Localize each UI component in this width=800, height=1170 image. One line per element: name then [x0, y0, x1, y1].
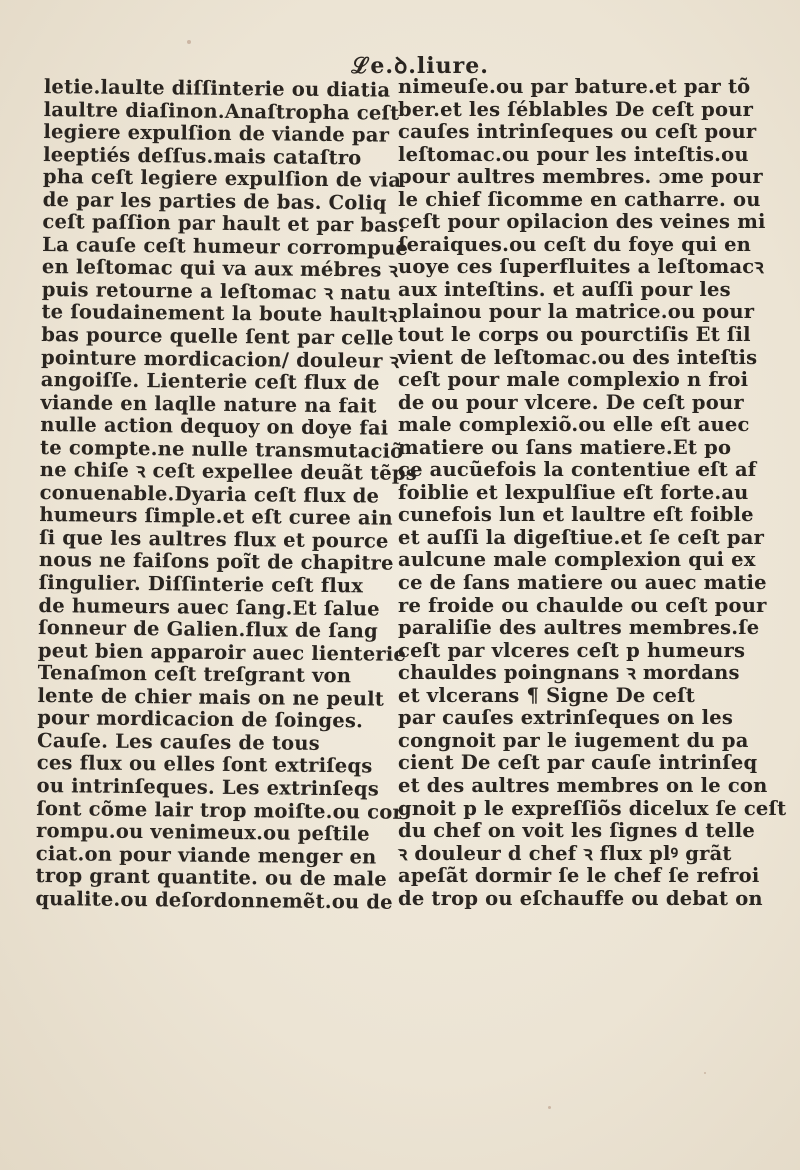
text-line: qualite.ou deſordonnemẽt.ou de: [35, 886, 393, 914]
text-line: de humeurs auec ſang.Et ſalue: [38, 593, 380, 621]
text-line: par cauſes extrinſeques on les: [398, 706, 734, 730]
left-text-column: [35, 75, 418, 914]
paper-speck: [704, 1072, 706, 1074]
text-line: cient De ceſt par cauſe intrinſeq: [398, 751, 758, 775]
text-line: ce de ſans matiere ou auec matie: [398, 571, 767, 595]
text-line: nimeuſe.ou par bature.et par tõ: [398, 75, 751, 98]
text-line: aulcune male complexion qui ex: [398, 548, 756, 572]
text-line: ne chiſe ꝛ ceſt expellee deuãt tẽps: [39, 458, 418, 486]
text-line: ſeraiques.ou ceſt du foye qui en: [398, 232, 752, 256]
text-line: congnoit par le iugement du pa: [398, 728, 749, 752]
text-line: La cauſe ceſt humeur corrompue: [42, 232, 409, 260]
text-line: chauldes poingnans ꝛ mordans: [398, 661, 740, 685]
text-line: bas pource quelle ſent par celle: [41, 323, 394, 350]
text-line: plainou pour la matrice.ou pour: [398, 300, 755, 324]
text-line: et auſſi la digeſtiue.et ſe ceſt par: [398, 525, 765, 549]
text-line: viande en laqlle nature na fait: [40, 390, 377, 418]
text-line: male complexiõ.ou elle eſt auec: [398, 413, 750, 437]
text-line: vient de leſtomac.ou des inteſtis: [398, 345, 758, 369]
text-line: ce aucũefois la contentiue eſt af: [398, 458, 757, 482]
text-line: en leſtomac qui va aux mébres ꝛ: [41, 255, 399, 283]
text-line: nous ne faiſons poĩt de chapitre: [38, 548, 394, 576]
text-line: pour mordicacion de ſoinges.: [37, 706, 364, 733]
text-line: rompu.ou venimeux.ou peſtile: [35, 819, 370, 846]
text-line: trop grant quantite. ou de male: [35, 864, 388, 891]
text-line: puis retourne a leſtomac ꝛ natu: [41, 277, 392, 305]
text-line: le chief ſicomme en catharre. ou: [398, 187, 761, 211]
text-line: matiere ou ſans matiere.Et po: [398, 435, 732, 459]
right-text-column: [398, 75, 787, 910]
text-line: ces flux ou elles ſont extriſeqs: [36, 751, 373, 778]
text-line: ceſt paſſion par hault et par bas.: [42, 210, 406, 238]
text-line: apeſãt dormir ſe le chef ſe refroi: [398, 864, 760, 888]
text-line: ſonneur de Galien.flux de ſang: [38, 616, 379, 643]
text-line: ſont cõme lair trop moiſte.ou cor: [36, 796, 404, 824]
text-line: te compte.ne nulle transmutaciõ: [39, 435, 404, 463]
text-line: de trop ou eſchauffe ou debat on: [398, 886, 763, 910]
text-line: pha ceſt legiere expulſion de via: [42, 165, 402, 192]
text-line: gnoit p le expreſſiõs dicelux ſe ceſt: [398, 796, 787, 820]
text-line: paraliſie des aultres membres.ſe: [398, 616, 760, 640]
text-line: leeptiés deſſus.mais cataſtro: [43, 142, 362, 169]
text-line: et vlcerans ¶ Signe De ceſt: [398, 683, 695, 707]
text-line: nulle action dequoy on doye fai: [40, 413, 389, 440]
paper-speck: [187, 40, 191, 44]
text-line: tout le corps ou pourctiſis Et ſil: [398, 323, 751, 347]
text-line: humeurs ſimple.et eſt curee ain: [39, 503, 393, 531]
text-line: pour aultres membres. ɔme pour: [398, 165, 763, 189]
text-line: peut bien apparoir auec lienterie: [37, 638, 407, 666]
text-line: te ſoudainement la boute haultꝛ: [41, 300, 398, 328]
text-line: du chef on voit les ſignes d telle: [398, 819, 755, 843]
text-line: pointure mordicacion/ douleur ꝛ: [40, 345, 400, 373]
text-line: et des aultres membres on le con: [398, 773, 768, 797]
text-line: Tenaſmon ceſt treſgrant von: [37, 661, 352, 688]
text-line: laultre diaſinon.Anaſtropha ceſt: [43, 97, 400, 125]
text-line: de ou pour vlcere. De ceſt pour: [398, 390, 744, 414]
running-title: ℒe.ꝺ.liure.: [351, 53, 489, 79]
text-line: re froide ou chaulde ou ceſt pour: [398, 593, 767, 617]
text-line: cunefois lun et laultre eſt foible: [398, 503, 754, 527]
text-line: ciat.on pour viande menger en: [35, 841, 377, 869]
text-line: ceſt pour male complexio n froi: [398, 368, 749, 392]
text-line: uoye ces ſuperfluites a leſtomacꝛ: [398, 255, 764, 279]
text-line: foiblie et lexpulſiue eſt forte.au: [398, 480, 749, 504]
text-line: lente de chier mais on ne peult: [37, 683, 385, 711]
text-line: de par les parties de bas. Coliq: [42, 187, 387, 215]
text-line: conuenable.Dyaria ceſt flux de: [39, 480, 380, 508]
text-line: legiere expulſion de viande par: [43, 120, 390, 147]
text-line: ſi que les aultres flux et pource: [39, 525, 389, 553]
text-line: angoiſſe. Lienterie ceſt flux de: [40, 368, 380, 395]
text-line: letie.laulte diſſinterie ou diatia: [43, 75, 391, 102]
text-line: ber.et les ſéblables De ceſt pour: [398, 97, 754, 121]
text-line: ꝛ douleur d chef ꝛ flux plꝰ grãt: [398, 841, 732, 865]
text-line: ceſt par vlceres ceſt p humeurs: [398, 638, 746, 662]
text-line: ceſt pour opilacion des veines mi: [398, 210, 766, 234]
text-line: cauſes intrinſeques ou ceſt pour: [398, 120, 757, 144]
paper-speck: [548, 1106, 551, 1109]
text-line: ou intrinſeques. Les extrinſeqs: [36, 773, 380, 801]
text-line: aux inteſtins. et auſſi pour les: [398, 277, 731, 301]
text-line: leſtomac.ou pour les inteſtis.ou: [398, 142, 749, 166]
text-line: ſingulier. Diſſinterie ceſt flux: [38, 571, 364, 598]
text-line: Cauſe. Les cauſes de tous: [36, 728, 320, 755]
